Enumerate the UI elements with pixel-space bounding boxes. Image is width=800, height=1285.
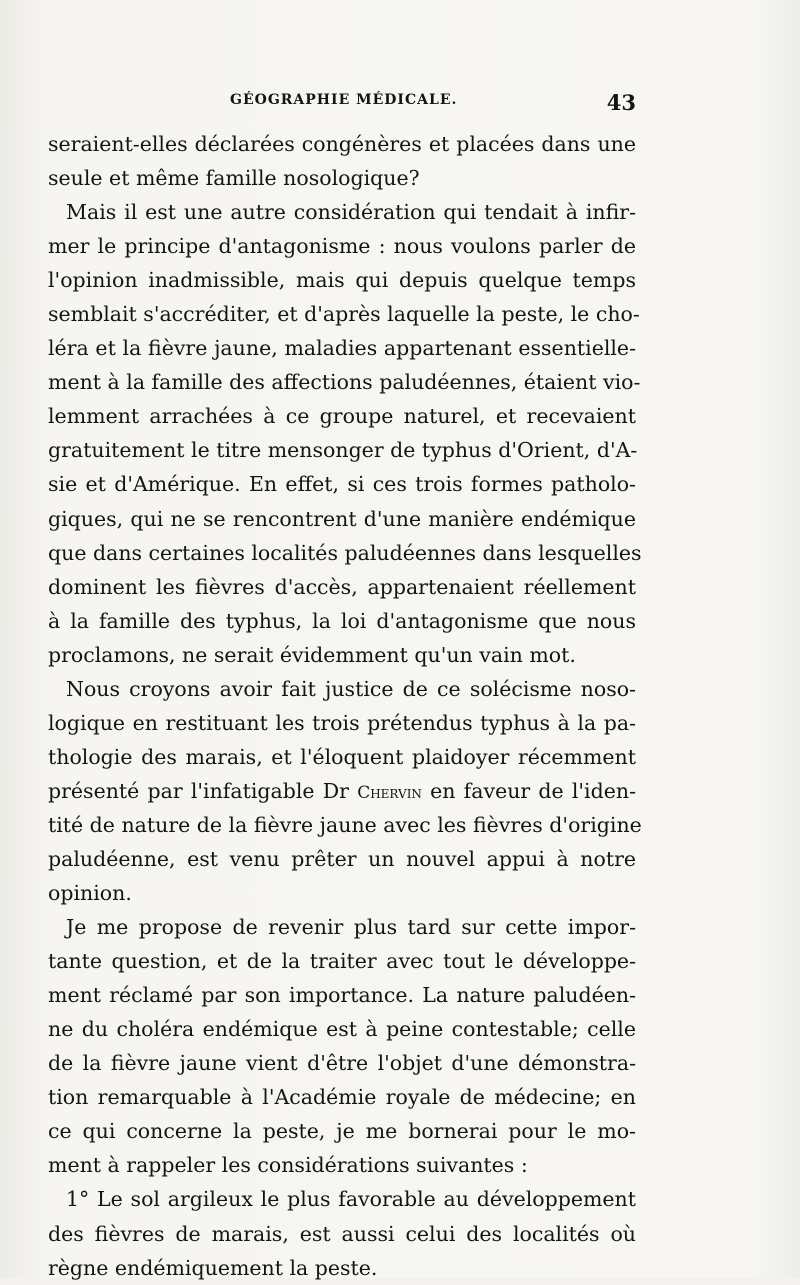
text-line: 1° Le sol argileux le plus favorable au développement [66, 1187, 636, 1212]
text-line: tion remarquable à l'Académie royale de médecine; en [48, 1085, 636, 1110]
text-line: ment réclamé par son importance. La nature paludéen- [48, 983, 636, 1008]
text-line: tité de nature de la fièvre jaune avec les fièvres d'origine [48, 812, 642, 837]
text-line: sie et d'Amérique. En effet, si ces trois formes patholo- [48, 472, 636, 497]
text-line: thologie des marais, et l'éloquent plaidoyer récemment [48, 744, 636, 769]
line-head: présenté par l'infatigable Dr [48, 778, 358, 803]
text-line: des fièvres de marais, est aussi celui des localités où [48, 1221, 636, 1246]
text-line: gratuitement le titre mensonger de typhus d'Orient, d'A- [48, 438, 638, 463]
text-line: à la famille des typhus, la loi d'antagonisme que nous [48, 608, 636, 633]
text-line-with-name [48, 774, 636, 808]
text-line: mer le principe d'antagonisme : nous voulons parler de [48, 234, 636, 259]
text-line: giques, qui ne se rencontrent d'une manière endémique [48, 506, 636, 531]
text-line: que dans certaines localités paludéennes dans lesquelles [48, 540, 642, 565]
body-text [48, 127, 642, 1285]
text-line: Je me propose de revenir plus tard sur cette impor- [66, 915, 636, 940]
text-line: lemment arrachées à ce groupe naturel, et recevaient [48, 404, 636, 429]
text-line: ne du choléra endémique est à peine contestable; celle [48, 1017, 636, 1042]
text-line: semblait s'accréditer, et d'après laquelle la peste, le cho- [48, 302, 640, 327]
text-line: ce qui concerne la peste, je me bornerai pour le mo- [48, 1119, 636, 1144]
text-line: léra et la fièvre jaune, maladies appartenant essentielle- [48, 336, 636, 361]
text-line: ment à la famille des affections paludéennes, étaient vio- [48, 370, 641, 395]
person-name: Chervin [357, 782, 422, 803]
text-line: de la fièvre jaune vient d'être l'objet d'une démonstra- [48, 1051, 636, 1076]
text-line: opinion. [48, 881, 132, 906]
page-number: 43 [606, 90, 636, 115]
page-header [48, 90, 636, 120]
text-line: ment à rappeler les considérations suivantes : [48, 1153, 528, 1178]
text-line: règne endémiquement la peste. [48, 1255, 378, 1280]
text-line: seule et même famille nosologique? [48, 166, 420, 191]
text-line: dominent les fièvres d'accès, appartenaient réellement [48, 574, 636, 599]
running-title: GÉOGRAPHIE MÉDICALE. [230, 92, 458, 108]
text-line: Nous croyons avoir fait justice de ce solécisme noso- [66, 676, 636, 701]
text-line: tante question, et de la traiter avec tout le développe- [48, 949, 636, 974]
text-line: paludéenne, est venu prêter un nouvel appui à notre [48, 846, 636, 871]
text-line: l'opinion inadmissible, mais qui depuis quelque temps [48, 268, 636, 293]
text-line: logique en restituant les trois prétendus typhus à la pa- [48, 710, 636, 735]
text-line: Mais il est une autre considération qui tendait à infir- [66, 200, 636, 225]
text-line: proclamons, ne serait évidemment qu'un vain mot. [48, 642, 576, 667]
text-line: seraient-elles déclarées congénères et placées dans une [48, 132, 636, 156]
line-tail: en faveur de l'iden- [421, 778, 636, 803]
